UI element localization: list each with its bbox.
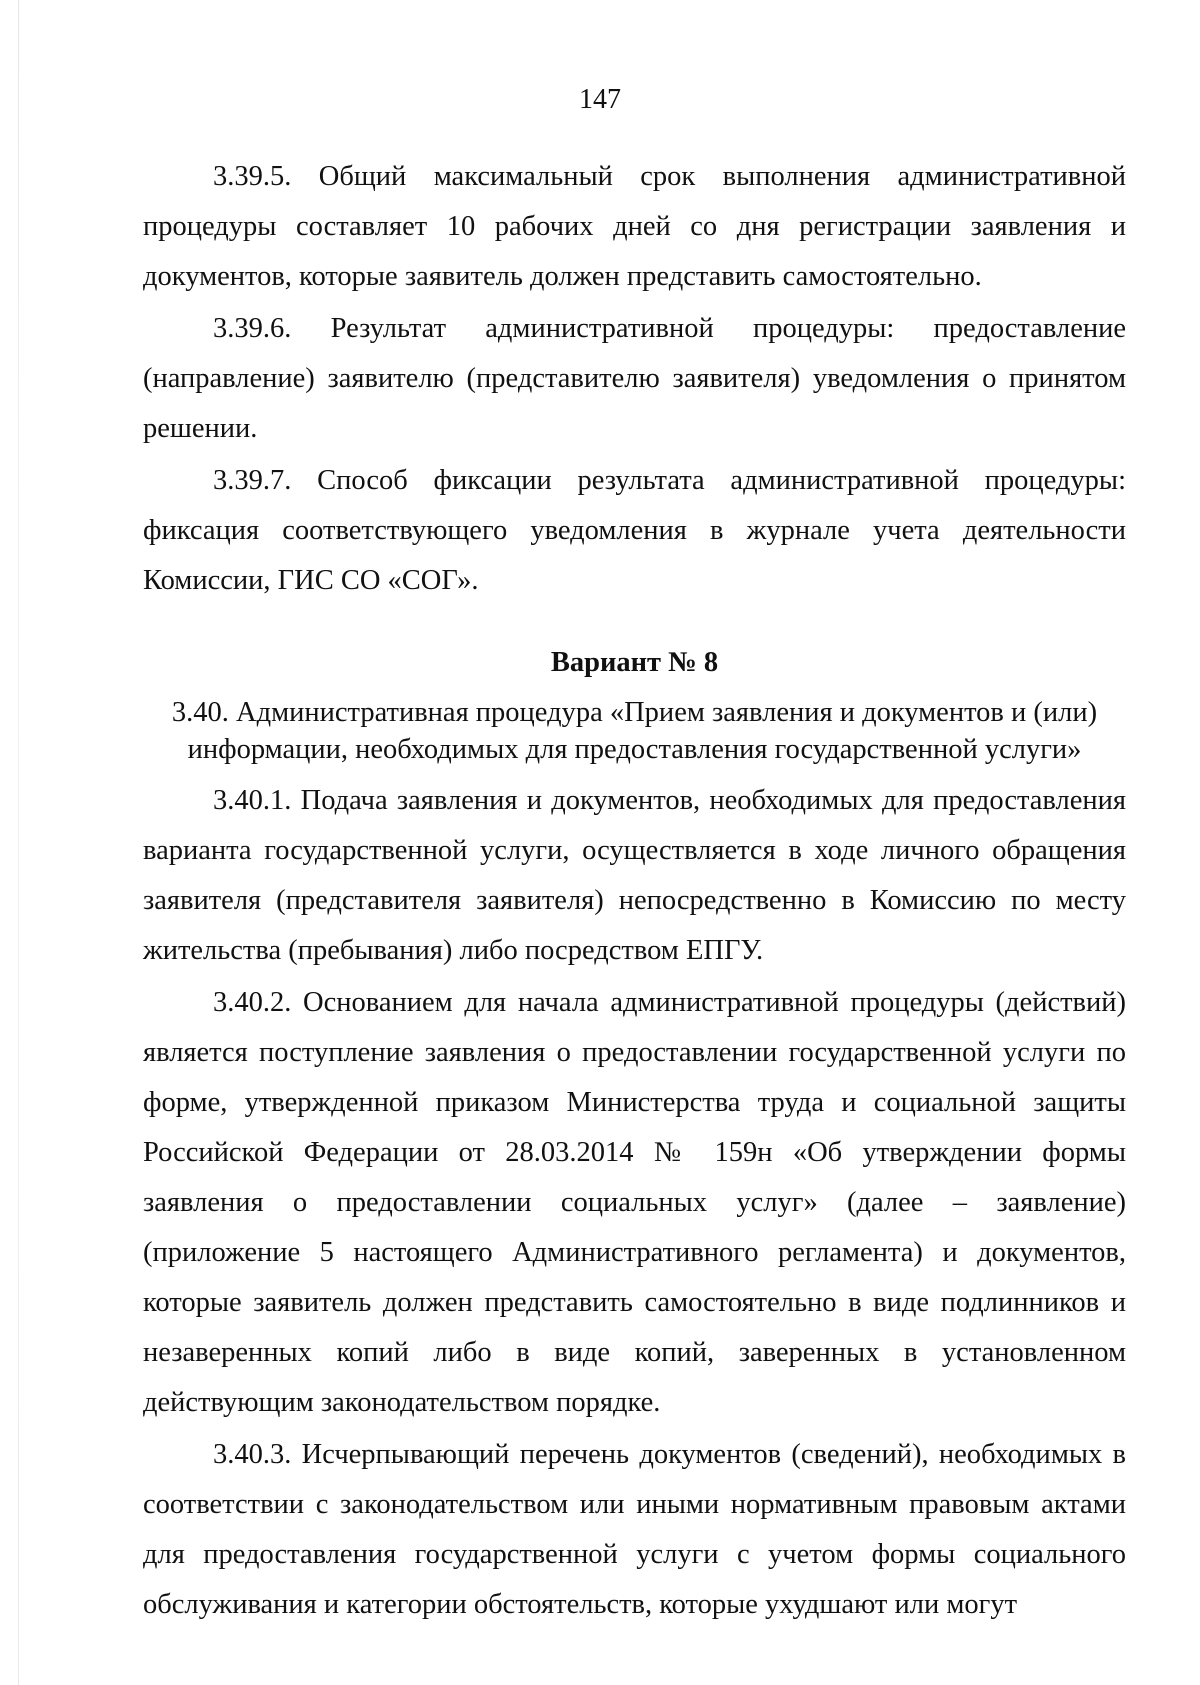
paragraph-3-40-2: 3.40.2. Основанием для начала административной процедуры (действий) является поступление заявления о предоставлении государственной услуги по форме, утвержденной приказом Министерства труда и социальной защиты Российской Федерации от 28.03.2014 № 159н «Об утверждении формы заявления о предоставлении социальных услуг» (далее – заявление) (приложение 5 настоящего Административного регламента) и документов, которые заявитель должен представить самостоятельно в виде подлинников и незаверенных копий либо в виде копий, заверенных в установленном действующим законодательством порядке. <box>143 987 1126 1418</box>
paragraph-3-39-7: 3.39.7. Способ фиксации результата административной процедуры: фиксация соответствующего уведомления в журнале учета деятельности Комиссии, ГИС СО «СОГ». <box>143 465 1126 596</box>
paragraph-3-39-5: 3.39.5. Общий максимальный срок выполнения административной процедуры составляет 10 рабочих дней со дня регистрации заявления и документов, которые заявитель должен представить самостоятельно. <box>143 161 1126 292</box>
procedure-subheading: 3.40. Административная процедура «Прием заявления и документов и (или) информации, необходимых для предоставления государственной услуги» <box>171 697 1098 765</box>
scan-edge-line <box>18 0 19 1685</box>
page-number: 147 <box>579 84 621 115</box>
paragraph-3-40-1: 3.40.1. Подача заявления и документов, необходимых для предоставления варианта государственной услуги, осуществляется в ходе личного обращения заявителя (представителя заявителя) непосредственно в Комиссию по месту жительства (пребывания) либо посредством ЕПГУ. <box>143 785 1126 966</box>
paragraph-3-40-3: 3.40.3. Исчерпывающий перечень документов (сведений), необходимых в соответствии с законодательством или иными нормативным правовым актами для предоставления государственной услуги с учетом формы социального обслуживания и категории обстоятельств, которые ухудшают или могут <box>143 1439 1126 1620</box>
variant-heading: Вариант № 8 <box>550 647 719 678</box>
document-body <box>143 152 1126 1630</box>
paragraph-3-39-6: 3.39.6. Результат административной процедуры: предоставление (направление) заявителю (представителю заявителя) уведомления о принятом решении. <box>143 313 1126 444</box>
